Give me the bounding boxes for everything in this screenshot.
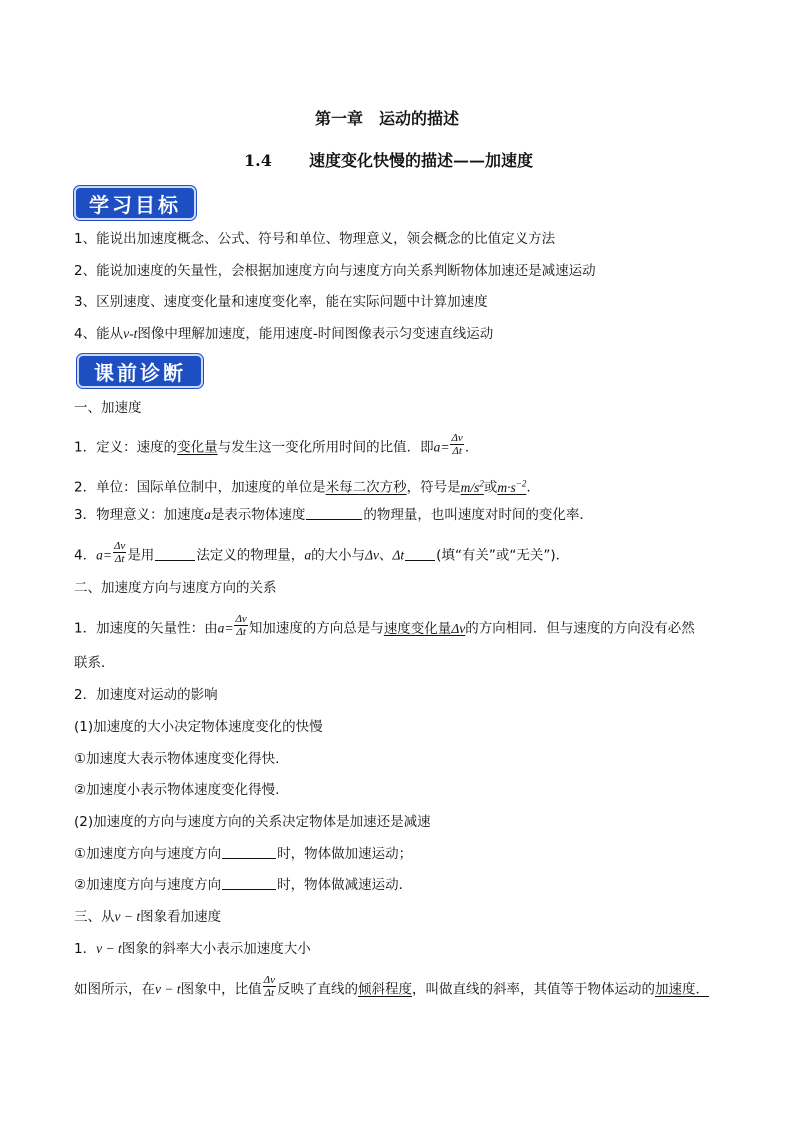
slope-heading (74, 940, 311, 958)
part3-heading (74, 908, 221, 926)
numerator: Δv (113, 540, 126, 552)
text: . (464, 439, 470, 456)
formula-lhs: a= (217, 620, 234, 636)
fraction (234, 613, 247, 638)
variable: a (204, 507, 211, 522)
text: (填“有关”或“无关”)． (436, 547, 570, 564)
unit-symbol (461, 480, 484, 495)
numerator: Δv (451, 432, 463, 444)
text: . (526, 479, 531, 496)
ratio-line (74, 540, 570, 568)
text: 时，物体做减速运动． (277, 877, 413, 893)
text: 2．单位：国际单位制中，加速度的单位是 (74, 479, 326, 496)
vt-symbol: v − t (155, 981, 181, 997)
text: 的物理量，也叫速度对时间的变化率． (363, 507, 593, 523)
text: 、 (378, 547, 393, 564)
text: 图象的斜率大小表示加速度大小 (121, 941, 311, 957)
variable: Δt (392, 547, 405, 563)
vt-symbol: v − t (96, 941, 122, 956)
definition-line (74, 432, 470, 460)
text: 知加速度的方向总是与 (248, 620, 384, 637)
unit-symbol (497, 480, 526, 495)
section-heading (244, 148, 533, 171)
vt-symbol: v − t (114, 909, 141, 924)
variable: a (304, 547, 312, 563)
variable: Δv (451, 620, 466, 636)
denominator: Δt (264, 987, 275, 999)
answer-underlined: 加速度． (654, 981, 709, 998)
text: m·s (497, 479, 516, 495)
answer-underlined (384, 621, 465, 637)
superscript: −2 (515, 478, 527, 488)
text: m/s (460, 479, 480, 495)
vt-symbol: v-t (123, 326, 138, 341)
text: 4． (74, 547, 97, 564)
effect-heading: 2．加速度对运动的影响 (74, 687, 218, 703)
learning-goals-badge: 学习目标 (74, 186, 196, 220)
vector-line-continued: 联系． (74, 655, 115, 671)
fraction (450, 432, 463, 457)
size-heading: (1)加速度的大小决定物体速度变化的快慢 (74, 719, 323, 735)
text: 三、从 (74, 909, 115, 925)
text: ，符号是 (406, 479, 461, 496)
text: 或 (483, 479, 498, 496)
goal-item (74, 325, 493, 343)
text: 如图所示，在 (74, 981, 155, 998)
text: 1． (74, 941, 97, 957)
denominator: Δt (452, 445, 462, 457)
text: 是表示物体速度 (210, 507, 306, 523)
section-title: 速度变化快慢的描述——加速度 (309, 151, 534, 170)
fraction (263, 974, 276, 999)
text: ②加速度方向与速度方向 (74, 877, 222, 893)
unit-line (74, 474, 531, 497)
part2-heading: 二、加速度方向与速度方向的关系 (74, 580, 277, 596)
text: 是用 (127, 547, 155, 564)
size-item: ②加速度小表示物体速度变化得慢. (74, 782, 280, 798)
fill-blank[interactable] (222, 846, 276, 859)
numerator: Δv (263, 974, 275, 986)
chapter-title: 第一章 运动的描述 (315, 109, 460, 128)
goal-item: 3、区别速度、速度变化量和速度变化率，能在实际问题中计算加速度 (74, 294, 488, 310)
answer-underlined: 倾斜程度 (357, 981, 412, 998)
text: 与发生这一变化所用时间的比值．即 (217, 439, 434, 456)
goal-item: 1、能说出加速度概念、公式、符号和单位、物理意义，领会概念的比值定义方法 (74, 231, 556, 247)
text: ，叫做直线的斜率，其值等于物体运动的 (411, 981, 655, 998)
numerator: Δv (235, 613, 247, 625)
text: 图像中理解加速度，能用速度-时间图像表示匀变速直线运动 (137, 326, 494, 342)
text: 法定义的物理量， (196, 547, 305, 564)
text: 1．定义：速度的 (74, 439, 178, 456)
section-number: 1.4 (244, 151, 272, 170)
denominator: Δt (114, 553, 125, 565)
text: 图象看加速度 (140, 909, 222, 925)
fill-blank[interactable] (405, 548, 435, 561)
part1-heading: 一、加速度 (74, 400, 142, 416)
variable: Δv (365, 547, 379, 563)
fill-blank[interactable] (306, 507, 362, 520)
pre-class-diagnosis-badge: 课前诊断 (77, 354, 203, 388)
text: 速度变化量 (383, 620, 452, 637)
text: ①加速度方向与速度方向 (74, 846, 222, 862)
text: 反映了直线的 (276, 981, 358, 998)
answer-underlined: 米每二次方秒 (325, 479, 407, 496)
text: 3．物理意义：加速度 (74, 507, 205, 523)
denominator: Δt (236, 626, 246, 638)
text: 图象中，比值 (180, 981, 262, 998)
text: 1．加速度的矢量性：由 (74, 620, 218, 637)
meaning-line (74, 506, 593, 524)
direction-item (74, 876, 412, 894)
text: 时，物体做加速运动； (277, 846, 413, 862)
direction-item (74, 845, 412, 863)
fill-blank[interactable] (155, 548, 195, 561)
fill-blank[interactable] (222, 877, 276, 890)
text: 4、能从 (74, 326, 124, 342)
text: 的大小与 (311, 547, 366, 564)
answer-underlined: 变化量 (177, 439, 218, 456)
formula-lhs: a= (433, 439, 450, 455)
goal-item: 2、能说加速度的矢量性，会根据加速度方向与速度方向关系判断物体加速还是减速运动 (74, 263, 596, 279)
direction-heading: (2)加速度的方向与速度方向的关系决定物体是加速还是减速 (74, 814, 431, 830)
vector-line (74, 613, 695, 641)
formula-lhs: a= (96, 547, 112, 563)
superscript: 2 (479, 478, 484, 488)
size-item: ①加速度大表示物体速度变化得快. (74, 751, 280, 767)
figure-description (74, 974, 709, 1002)
text: 的方向相同．但与速度的方向没有必然 (465, 620, 695, 637)
fraction (113, 540, 126, 565)
